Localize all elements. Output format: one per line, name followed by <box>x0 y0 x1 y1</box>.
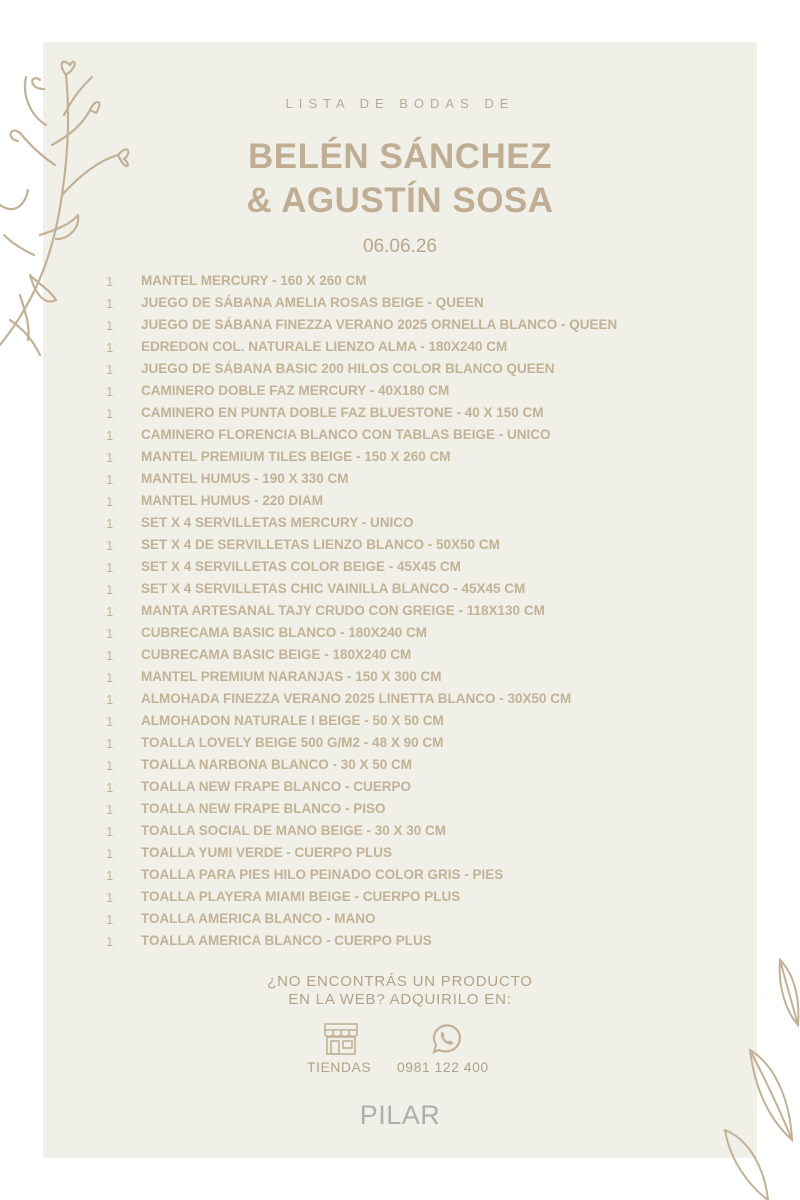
list-item <box>0 644 800 666</box>
item-name: TOALLA PLAYERA MIAMI BEIGE - CUERPO PLUS <box>141 889 461 904</box>
list-item <box>0 270 800 292</box>
item-quantity: 1 <box>106 428 114 443</box>
list-item <box>0 864 800 886</box>
item-name: SET X 4 DE SERVILLETAS LIENZO BLANCO - 50X50 CM <box>141 537 500 552</box>
item-name: SET X 4 SERVILLETAS COLOR BEIGE - 45X45 CM <box>141 559 461 574</box>
item-name: TOALLA NEW FRAPE BLANCO - PISO <box>141 801 386 816</box>
list-item <box>0 336 800 358</box>
store-icon[interactable] <box>323 1022 359 1056</box>
item-name: MANTEL PREMIUM TILES BEIGE - 150 X 260 CM <box>141 449 451 464</box>
item-quantity: 1 <box>106 318 114 333</box>
item-quantity: 1 <box>106 934 114 949</box>
item-quantity: 1 <box>106 296 114 311</box>
item-name: TOALLA SOCIAL DE MANO BEIGE - 30 X 30 CM <box>141 823 447 838</box>
item-quantity: 1 <box>106 406 114 421</box>
item-quantity: 1 <box>106 780 114 795</box>
list-item <box>0 754 800 776</box>
list-item <box>0 380 800 402</box>
list-item <box>0 490 800 512</box>
list-item <box>0 710 800 732</box>
list-item <box>0 842 800 864</box>
item-name: MANTEL MERCURY - 160 X 260 CM <box>141 273 367 288</box>
item-quantity: 1 <box>106 714 114 729</box>
list-item <box>0 424 800 446</box>
list-kicker: LISTA DE BODAS DE <box>285 96 515 111</box>
list-item <box>0 534 800 556</box>
list-item <box>0 908 800 930</box>
item-name: MANTEL HUMUS - 220 DIAM <box>141 493 324 508</box>
item-quantity: 1 <box>106 450 114 465</box>
list-item <box>0 446 800 468</box>
item-quantity: 1 <box>106 670 114 685</box>
stores-link[interactable]: TIENDAS <box>307 1059 372 1075</box>
item-quantity: 1 <box>106 384 114 399</box>
whatsapp-icon[interactable] <box>429 1022 463 1056</box>
item-quantity: 1 <box>106 802 114 817</box>
item-name: TOALLA NARBONA BLANCO - 30 X 50 CM <box>141 757 413 772</box>
item-name: JUEGO DE SÁBANA BASIC 200 HILOS COLOR BLANCO QUEEN <box>141 361 555 376</box>
item-quantity: 1 <box>106 912 114 927</box>
list-item <box>0 556 800 578</box>
brand-logo: PILAR <box>359 1100 441 1130</box>
item-name: MANTA ARTESANAL TAJY CRUDO CON GREIGE - 118X130 CM <box>141 603 545 618</box>
list-item <box>0 666 800 688</box>
footer-question-line-1: ¿NO ENCONTRÁS UN PRODUCTO <box>267 973 533 990</box>
wedding-date: 06.06.26 <box>363 236 437 257</box>
list-item <box>0 798 800 820</box>
couple-name-line-2: & AGUSTÍN SOSA <box>246 181 554 220</box>
item-quantity: 1 <box>106 846 114 861</box>
item-quantity: 1 <box>106 340 114 355</box>
item-name: TOALLA NEW FRAPE BLANCO - CUERPO <box>141 779 411 794</box>
item-quantity: 1 <box>106 692 114 707</box>
list-item <box>0 600 800 622</box>
list-item <box>0 732 800 754</box>
item-quantity: 1 <box>106 560 114 575</box>
list-item <box>0 468 800 490</box>
item-name: EDREDON COL. NATURALE LIENZO ALMA - 180X240 CM <box>141 339 508 354</box>
item-quantity: 1 <box>106 868 114 883</box>
item-quantity: 1 <box>106 494 114 509</box>
item-quantity: 1 <box>106 362 114 377</box>
gift-list <box>0 270 800 952</box>
list-item <box>0 402 800 424</box>
couple-name-line-1: BELÉN SÁNCHEZ <box>247 137 553 176</box>
item-quantity: 1 <box>106 626 114 641</box>
item-name: CUBRECAMA BASIC BLANCO - 180X240 CM <box>141 625 428 640</box>
list-item <box>0 820 800 842</box>
item-name: TOALLA AMERICA BLANCO - MANO <box>141 911 376 926</box>
list-item <box>0 358 800 380</box>
list-item <box>0 930 800 952</box>
item-quantity: 1 <box>106 274 114 289</box>
list-item <box>0 886 800 908</box>
item-name: CAMINERO EN PUNTA DOBLE FAZ BLUESTONE - 40 X 150 CM <box>141 405 544 420</box>
item-name: CAMINERO FLORENCIA BLANCO CON TABLAS BEIGE - UNICO <box>141 427 551 442</box>
item-name: CUBRECAMA BASIC BEIGE - 180X240 CM <box>141 647 412 662</box>
item-quantity: 1 <box>106 758 114 773</box>
item-name: TOALLA PARA PIES HILO PEINADO COLOR GRIS - PIES <box>141 867 504 882</box>
list-item <box>0 578 800 600</box>
item-quantity: 1 <box>106 824 114 839</box>
item-name: TOALLA LOVELY BEIGE 500 G/M2 - 48 X 90 CM <box>141 735 444 750</box>
item-name: ALMOHADA FINEZZA VERANO 2025 LINETTA BLANCO - 30X50 CM <box>141 691 572 706</box>
item-quantity: 1 <box>106 890 114 905</box>
item-name: TOALLA AMERICA BLANCO - CUERPO PLUS <box>141 933 432 948</box>
item-quantity: 1 <box>106 472 114 487</box>
list-item <box>0 622 800 644</box>
item-quantity: 1 <box>106 604 114 619</box>
item-quantity: 1 <box>106 582 114 597</box>
item-name: MANTEL PREMIUM NARANJAS - 150 X 300 CM <box>141 669 442 684</box>
list-item <box>0 688 800 710</box>
item-name: TOALLA YUMI VERDE - CUERPO PLUS <box>141 845 393 860</box>
item-quantity: 1 <box>106 736 114 751</box>
list-item <box>0 292 800 314</box>
item-name: MANTEL HUMUS - 190 X 330 CM <box>141 471 349 486</box>
item-quantity: 1 <box>106 648 114 663</box>
list-item <box>0 776 800 798</box>
whatsapp-phone-link[interactable]: 0981 122 400 <box>397 1059 489 1075</box>
list-item <box>0 314 800 336</box>
item-name: JUEGO DE SÁBANA AMELIA ROSAS BEIGE - QUEEN <box>141 295 484 310</box>
list-item <box>0 512 800 534</box>
item-quantity: 1 <box>106 516 114 531</box>
footer-question-line-2: EN LA WEB? ADQUIRILO EN: <box>288 991 512 1008</box>
item-name: ALMOHADON NATURALE I BEIGE - 50 X 50 CM <box>141 713 444 728</box>
item-name: SET X 4 SERVILLETAS MERCURY - UNICO <box>141 515 414 530</box>
item-name: CAMINERO DOBLE FAZ MERCURY - 40X180 CM <box>141 383 450 398</box>
item-name: SET X 4 SERVILLETAS CHIC VAINILLA BLANCO - 45X45 CM <box>141 581 526 596</box>
item-name: JUEGO DE SÁBANA FINEZZA VERANO 2025 ORNELLA BLANCO - QUEEN <box>141 317 618 332</box>
item-quantity: 1 <box>106 538 114 553</box>
